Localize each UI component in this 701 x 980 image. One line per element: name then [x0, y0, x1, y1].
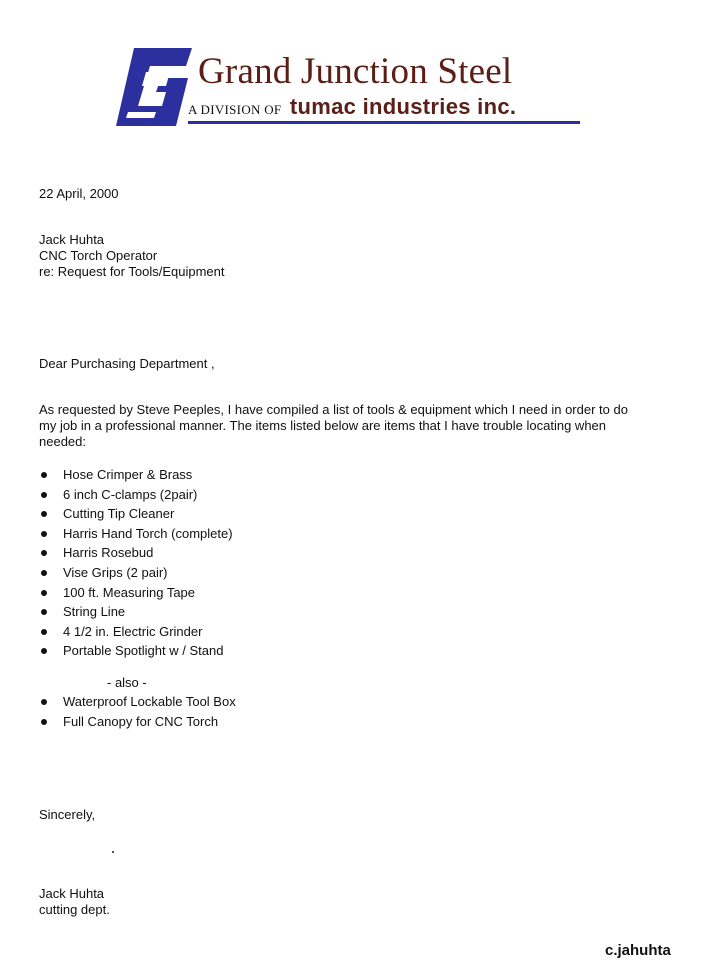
bullet-icon: [41, 492, 47, 498]
body-line: my job in a professional manner. The items listed below are items that I have trouble locating when: [39, 418, 607, 433]
footer-credit: c.jahuhta: [605, 942, 671, 959]
division-line: [188, 94, 516, 120]
list-item: Full Canopy for CNC Torch: [39, 714, 236, 734]
body-paragraph: [39, 402, 659, 450]
sender-name: Jack Huhta: [39, 232, 105, 247]
bullet-icon: [41, 550, 47, 556]
list-item: Portable Spotlight w / Stand: [39, 643, 233, 663]
list-item: 4 1/2 in. Electric Grinder: [39, 624, 233, 644]
list-item: Waterproof Lockable Tool Box: [39, 694, 236, 714]
list-item: Harris Rosebud: [39, 545, 233, 565]
list-item: 100 ft. Measuring Tape: [39, 585, 233, 605]
bullet-icon: [41, 699, 47, 705]
list-item: Harris Hand Torch (complete): [39, 526, 233, 546]
body-line: As requested by Steve Peeples, I have compiled a list of tools & equipment which I need in order to do: [39, 402, 628, 417]
letterhead-rule: [188, 121, 580, 124]
bullet-icon: [41, 570, 47, 576]
parent-company: tumac industries inc.: [289, 94, 517, 119]
closing: Sincerely,: [39, 807, 96, 822]
division-label: A DIVISION OF: [188, 102, 282, 117]
bullet-icon: [41, 719, 47, 725]
extra-list: [39, 694, 236, 733]
list-item: Vise Grips (2 pair): [39, 565, 233, 585]
signature-name: Jack Huhta: [39, 886, 105, 901]
body-line: needed:: [39, 434, 86, 449]
letterhead: [116, 44, 586, 130]
bullet-icon: [41, 511, 47, 517]
list-item: String Line: [39, 604, 233, 624]
letter-date: 22 April, 2000: [39, 186, 119, 201]
stray-mark: [112, 851, 114, 853]
sender-title: CNC Torch Operator: [39, 248, 158, 263]
gj-logo-icon: [116, 48, 192, 128]
list-item: Cutting Tip Cleaner: [39, 506, 233, 526]
bullet-icon: [41, 531, 47, 537]
subject-line: re: Request for Tools/Equipment: [39, 264, 225, 279]
bullet-icon: [41, 629, 47, 635]
signature-dept: cutting dept.: [39, 902, 110, 917]
also-note: - also -: [107, 675, 147, 690]
bullet-icon: [41, 590, 47, 596]
list-item: 6 inch C-clamps (2pair): [39, 487, 233, 507]
list-item: Hose Crimper & Brass: [39, 467, 233, 487]
bullet-icon: [41, 472, 47, 478]
tool-list: [39, 467, 233, 663]
bullet-icon: [41, 648, 47, 654]
bullet-icon: [41, 609, 47, 615]
salutation: Dear Purchasing Department ,: [39, 356, 215, 371]
company-name: Grand Junction Steel: [198, 51, 513, 92]
